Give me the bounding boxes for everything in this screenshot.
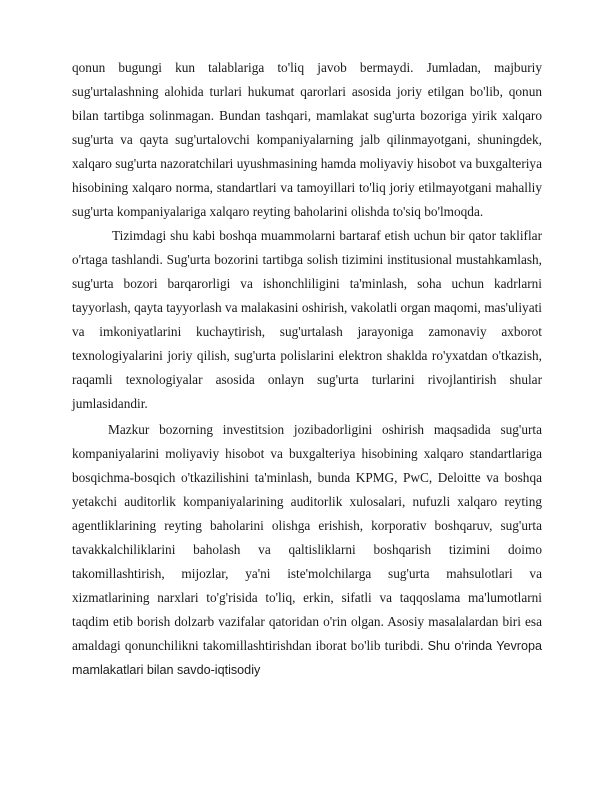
paragraph-3-tail: Shu o‘rinda Yevropa mamlakatlari bilan savdo-iqtisodiy (72, 639, 542, 677)
paragraph-3-main: Mazkur bozorning investitsion jozibadorligini oshirish maqsadida sug'urta kompaniyalarini moliyaviy hisobot va buxgalteriya hisobining xalqaro standartlariga bosqichma-bosqich o'tkazilishini ta'minlash, bunda KPMG, PwC, Deloitte va boshqa yetakchi auditorlik kompaniyalarining auditorlik xulosalari, nufuzli xalqaro reyting agentliklarining reyting baholarini olishga erishish, korporativ boshqaruv, sug'urta tavakkalchiliklarini baholash va qaltisliklarni boshqarish tizimini doimo takomillashtirish, mijozlar, ya'ni iste'molchilarga sug'urta mahsulotlari va xizmatlarining narxlari to'g'risida to'liq, erkin, sifatli va taqqoslama ma'lumotlarni taqdim etib borish dolzarb vazifalar qatoridan o'rin olgan. Asosiy masalalardan biri esa amaldagi qonunchilikni takomillashtirishdan iborat bo'lib turibdi. (72, 422, 542, 653)
paragraph-1: qonun bugungi kun talablariga to'liq javob bermaydi. Jumladan, majburiy sug'urtalashning alohida turlari hukumat qarorlari asosida joriy etilgan bo'lib, qonun bilan tartibga solinmagan. Bundan tashqari, mamlakat sug'urta bozoriga yirik xalqaro sug'urta va qayta sug'urtalovchi kompaniyalarning jalb qilinmayotgani, shuningdek, xalqaro sug'urta nazoratchilari uyushmasining hamda moliyaviy hisobot va buxgalteriya hisobining xalqaro norma, standartlari va tamoyillari to'liq joriy etilmayotgani mahalliy sug'urta kompaniyalariga xalqaro reyting baholarini olishda to'siq bo'lmoqda. (72, 60, 542, 219)
paragraph-3 (72, 418, 542, 682)
paragraph-2: Tizimdagi shu kabi boshqa muammolarni bartaraf etish uchun bir qator takliflar o'rtaga tashlandi. Sug'urta bozorini tartibga solish tizimini institusional mustahkamlash, sug'urta bozori barqarorligi va ishonchliligini ta'minlash, soha uchun kadrlarni tayyorlash, qayta tayyorlash va malakasini oshirish, vakolatli organ maqomi, mas'uliyati va imkoniyatlarini kuchaytirish, sug'urtalash jarayoniga zamonaviy axborot texnologiyalarini joriy qilish, sug'urta polislarini elektron shaklda ro'yxatdan o'tkazish, raqamli texnologiyalar asosida onlayn sug'urta turlarini rivojlantirish shular jumlasidandir. (72, 228, 542, 411)
document-page (72, 56, 542, 682)
